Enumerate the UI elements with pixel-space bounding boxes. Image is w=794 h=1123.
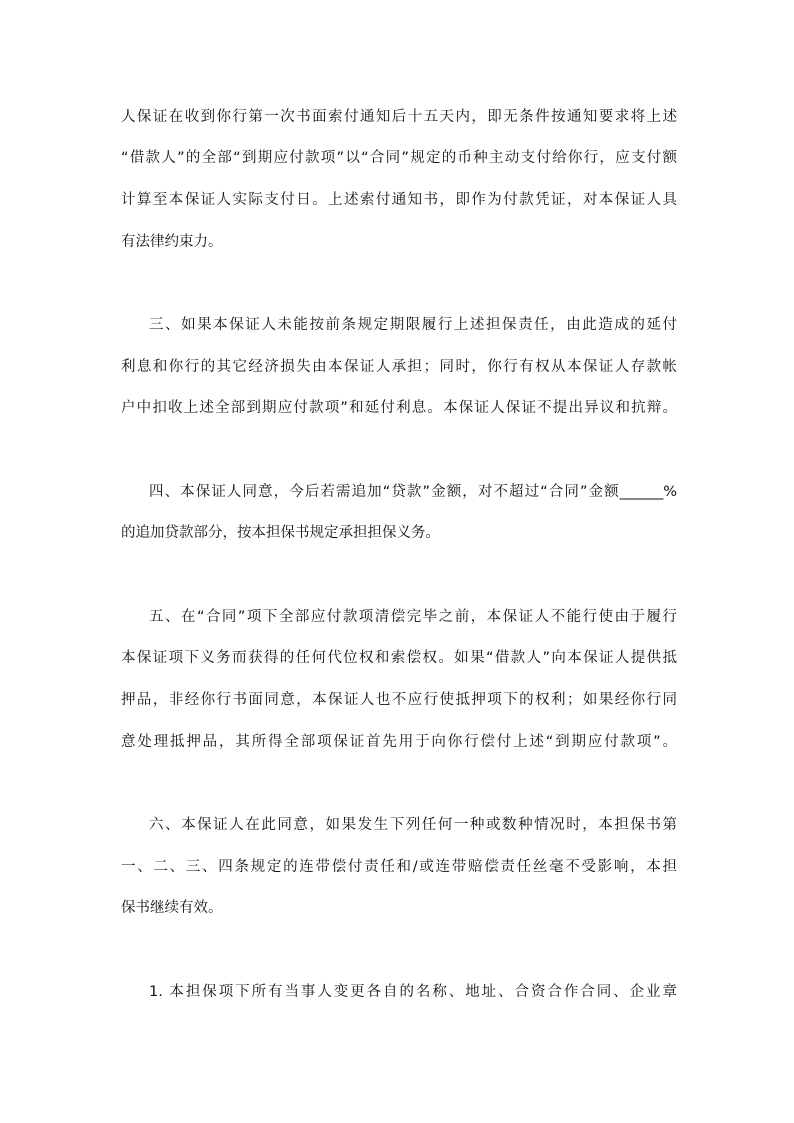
clause-3-line: 户中扣收上述全部到期应付款项”和延付利息。本保证人保证不提出异议和抗辩。 bbox=[121, 400, 677, 416]
clause-6-line: 保书继续有效。 bbox=[121, 900, 223, 916]
paragraph-line: 有法律约束力。 bbox=[121, 234, 223, 250]
clause-3-line: 三、如果本保证人未能按前条规定期限履行上述担保责任，由此造成的延付 bbox=[149, 317, 677, 333]
clause-5-line: 押品，非经你行书面同意，本保证人也不应行使抵押项下的权利；如果经你行同 bbox=[121, 692, 677, 708]
clause-6-line: 一、二、三、四条规定的连带偿付责任和/或连带赔偿责任丝毫不受影响，本担 bbox=[121, 859, 677, 875]
clause-5-line: 五、在“合同”项下全部应付款项清偿完毕之前，本保证人不能行使由于履行 bbox=[149, 609, 677, 625]
clause-4-line: 的追加贷款部分，按本担保书规定承担担保义务。 bbox=[121, 525, 440, 541]
paragraph-line: 计算至本保证人实际支付日。上述索付通知书，即作为付款凭证，对本保证人具 bbox=[121, 192, 677, 208]
paragraph-line: 人保证在收到你行第一次书面索付通知后十五天内，即无条件按通知要求将上述 bbox=[121, 109, 677, 125]
clause-4-line: 四、本保证人同意，今后若需追加“贷款”金额，对不超过“合同”金额______% bbox=[149, 484, 677, 500]
clause-3-line: 利息和你行的其它经济损失由本保证人承担；同时，你行有权从本保证人存款帐 bbox=[121, 359, 677, 375]
paragraph-line: “借款人”的全部“到期应付款项”以“合同”规定的币种主动支付给你行，应支付额 bbox=[121, 150, 677, 166]
clause-5-line: 本保证项下义务而获得的任何代位权和索偿权。如果“借款人”向本保证人提供抵 bbox=[121, 650, 677, 666]
clause-5-line: 意处理抵押品，其所得全部项保证首先用于向你行偿付上述“到期应付款项”。 bbox=[121, 734, 677, 750]
clause-6-line: 六、本保证人在此同意，如果发生下列任何一种或数种情况时，本担保书第 bbox=[149, 817, 677, 833]
item-1-line: 1. 本担保项下所有当事人变更各自的名称、地址、合资合作合同、企业章 bbox=[149, 984, 677, 1000]
